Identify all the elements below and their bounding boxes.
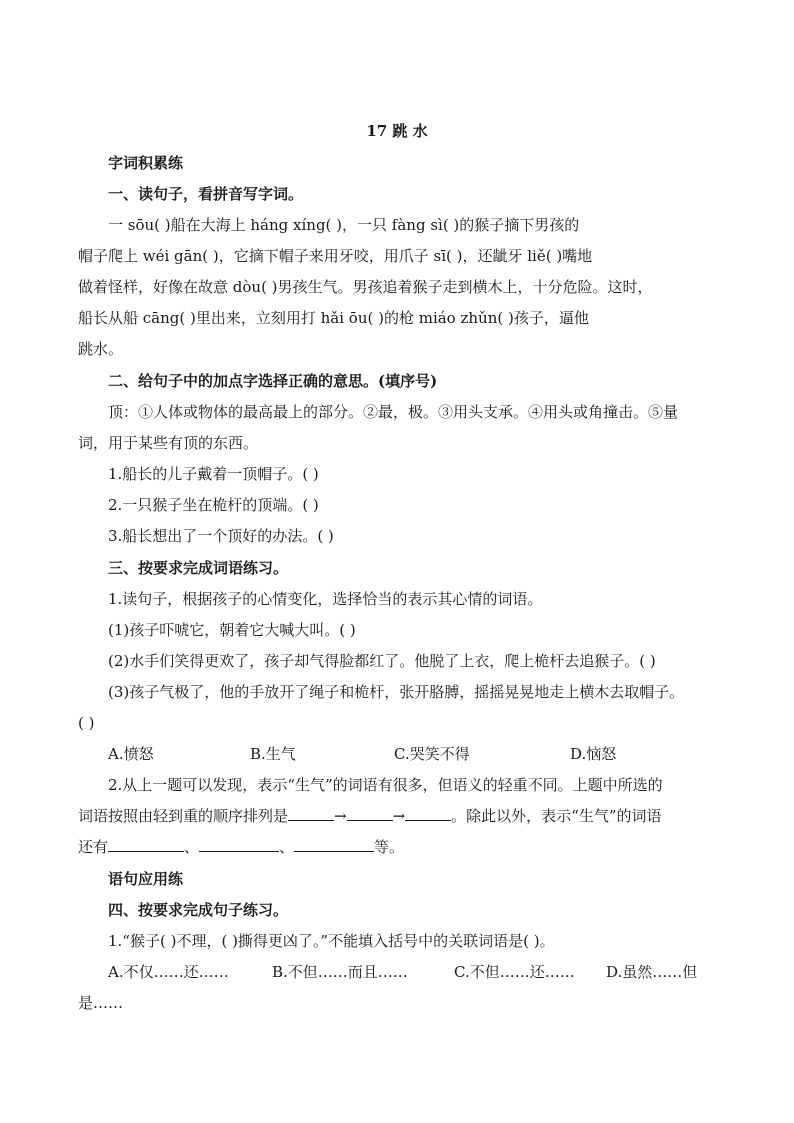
answer-blank[interactable] [294,837,374,852]
answer-blank[interactable] [347,806,393,821]
q3-sentence-2: (2)水手们笑得更欢了，孩子却气得脸都红了。他脱了上衣，爬上桅杆去追猴子。( ) [108,652,656,670]
answer-blank[interactable] [288,806,334,821]
arrow-glyph: → [334,807,347,825]
answer-blank[interactable] [108,837,184,852]
answer-blank[interactable] [405,806,451,821]
q3-sub2-line-3 [78,837,718,857]
answer-blank[interactable] [199,837,279,852]
q2-item-1: 1.船长的儿子戴着一顶帽子。( ) [108,465,319,483]
q3-sub2-prefix: 词语按照由轻到重的顺序排列是 [78,807,289,825]
q2-definition-2: 词，用于某些有顶的东西。 [78,434,259,452]
q2-heading: 二、给句子中的加点字选择正确的意思。(填序号) [108,372,438,390]
q3-sub2-suffix: 。除此以外，表示“生气”的词语 [451,807,662,825]
q3-sub2-line-2 [78,806,718,826]
q2-item-2: 2.一只猴子坐在桅杆的顶端。( ) [108,496,319,514]
q3-sub1: 1.读句子，根据孩子的心情变化，选择恰当的表示其心情的词语。 [108,590,543,608]
separator: 、 [279,838,295,856]
section-heading-vocab: 字词积累练 [108,154,184,172]
q2-item-3: 3.船长想出了一个顶好的办法。( ) [108,527,334,545]
q4-option-c: C.不但……还…… [454,963,575,981]
q1-line-1: 一 sōu( )船在大海上 háng xíng( )，一只 fàng sì( )的猴子摘下男孩的 [108,216,580,234]
q4-option-a: A.不仅……还…… [108,963,229,981]
q3-sub2-line-1: 2.从上一题可以发现，表示“生气”的词语有很多，但语义的轻重不同。上题中所选的 [108,776,663,794]
q4-heading: 四、按要求完成句子练习。 [108,901,289,919]
q3-sentence-3: (3)孩子气极了，他的手放开了绳子和桅杆，张开胳膊，摇摇晃晃地走上横木去取帽子。 [108,683,685,701]
lesson-title: 17 跳 水 [366,122,428,140]
q1-line-2: 帽子爬上 wéi gān( )，它摘下帽子来用牙咬，用爪子 sī( )，还龇牙 liě( )嘴地 [78,247,593,265]
q3-heading: 三、按要求完成词语练习。 [108,559,289,577]
q3-sub2c-prefix: 还有 [78,838,109,856]
q3-option-c: C.哭笑不得 [394,745,470,763]
q4-sentence-1: 1.“猴子( )不理，( )撕得更凶了。”不能填入括号中的关联词语是( )。 [108,932,555,950]
q1-line-3: 做着怪样，好像在故意 dòu( )男孩生气。男孩追着猴子走到横木上，十分危险。这时， [78,278,653,296]
q1-line-4: 船长从船 cāng( )里出来，立刻用打 hǎi ōu( )的枪 miáo zhǔn( )孩子，逼他 [78,309,589,327]
arrow-glyph: → [392,807,406,825]
q4-option-d: D.虽然……但 [606,963,698,981]
q1-line-5: 跳水。 [78,340,124,358]
section-heading-sentences: 语句应用练 [108,870,184,888]
q2-definition-1: 顶：①人体或物体的最高最上的部分。②最，极。③用头支承。④用头或角撞击。⑤量 [108,403,679,421]
q3-sentence-1: (1)孩子吓唬它，朝着它大喊大叫。( ) [108,621,356,639]
separator: 、 [184,838,200,856]
q1-heading: 一、读句子，看拼音写字词。 [108,185,304,203]
q4-option-b: B.不但……而且…… [272,963,408,981]
q4-option-d-tail: 是…… [78,994,124,1012]
q3-option-b: B.生气 [250,745,296,763]
q3-option-d: D.恼怒 [570,745,617,763]
q3-sub2c-suffix: 等。 [374,838,405,856]
q3-option-a: A.愤怒 [108,745,154,763]
q3-sentence-3-answer: ( ) [78,714,95,732]
